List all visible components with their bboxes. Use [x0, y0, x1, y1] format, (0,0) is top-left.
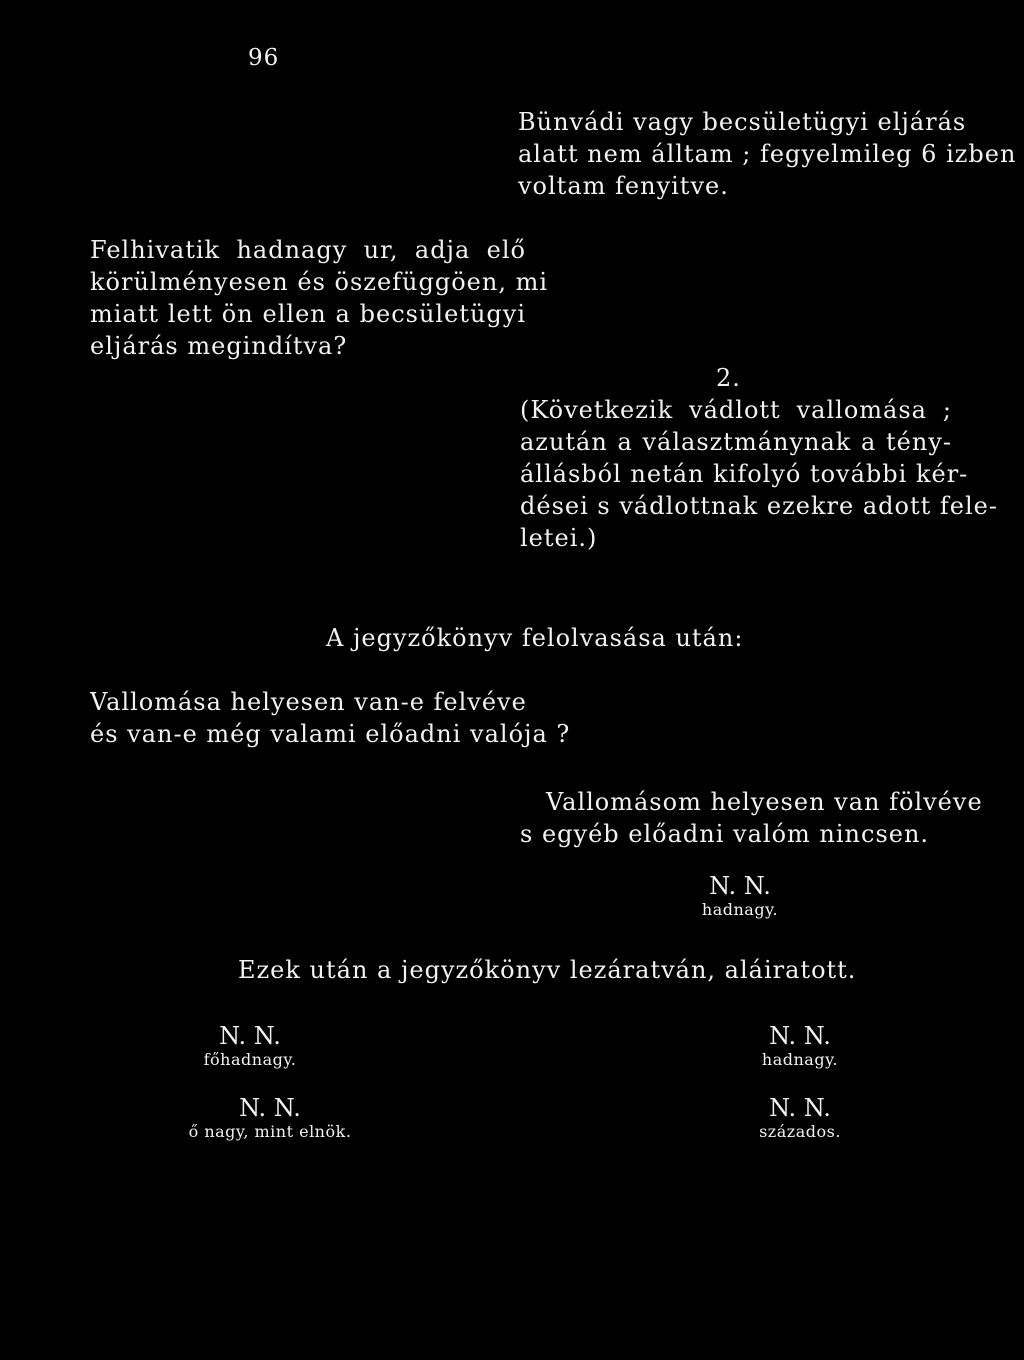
section-heading: A jegyzőkönyv felolvasása után: — [326, 624, 744, 652]
page-number: 96 — [248, 45, 280, 71]
text-line: alatt nem álltam ; fegyelmileg 6 izben — [518, 140, 1017, 168]
text-line: (Következik vádlott vallomása ; — [520, 396, 952, 424]
signature-name: N. N. — [709, 872, 771, 900]
signature-chairman — [170, 1094, 370, 1142]
text-line: Bünvádi vagy becsületügyi eljárás — [518, 108, 967, 136]
text-line: Vallomásom helyesen van fölvéve — [546, 788, 983, 816]
accused-signature — [640, 872, 840, 920]
signature-lieutenant — [720, 1022, 880, 1070]
text-line: Vallomása helyesen van-e felvéve — [90, 688, 527, 716]
signature-role: ő nagy, mint elnök. — [188, 1122, 352, 1141]
answer-criminal-record — [518, 106, 1017, 202]
signature-first-lieutenant — [170, 1022, 330, 1070]
text-line: Felhivatik hadnagy ur, adja elő — [90, 236, 526, 264]
text-line: dései s vádlottnak ezekre adott fele- — [520, 492, 998, 520]
closing-statement: Ezek után a jegyzőkönyv lezáratván, aláiratott. — [238, 956, 857, 984]
section-number: 2. — [716, 364, 741, 392]
question-statement-correct — [90, 686, 570, 750]
text-line: eljárás megindítva? — [90, 332, 348, 360]
text-line: körülményesen és öszefüggöen, mi — [90, 268, 549, 296]
signature-role: hadnagy. — [701, 900, 779, 919]
signature-role: százados. — [759, 1122, 841, 1141]
signature-captain — [720, 1094, 880, 1142]
text-line: miatt lett ön ellen a becsületügyi — [90, 300, 526, 328]
signature-role: főhadnagy. — [203, 1050, 297, 1069]
text-line: azután a választmánynak a tény- — [520, 428, 952, 456]
signature-role: hadnagy. — [761, 1050, 839, 1069]
signature-name: N. N. — [769, 1022, 831, 1050]
answer-statement-correct — [520, 786, 983, 850]
signature-name: N. N. — [769, 1094, 831, 1122]
section-2-paragraph — [520, 394, 998, 554]
text-line: s egyéb előadni valóm nincsen. — [520, 820, 930, 848]
text-line: voltam fenyitve. — [518, 172, 729, 200]
signature-name: N. N. — [219, 1022, 281, 1050]
text-line: állásból netán kifolyó további kér- — [520, 460, 969, 488]
signature-name: N. N. — [239, 1094, 301, 1122]
text-line: letei.) — [520, 524, 598, 552]
question-proceedings-reason — [90, 234, 549, 362]
text-line: és van-e még valami előadni valója ? — [90, 720, 571, 748]
